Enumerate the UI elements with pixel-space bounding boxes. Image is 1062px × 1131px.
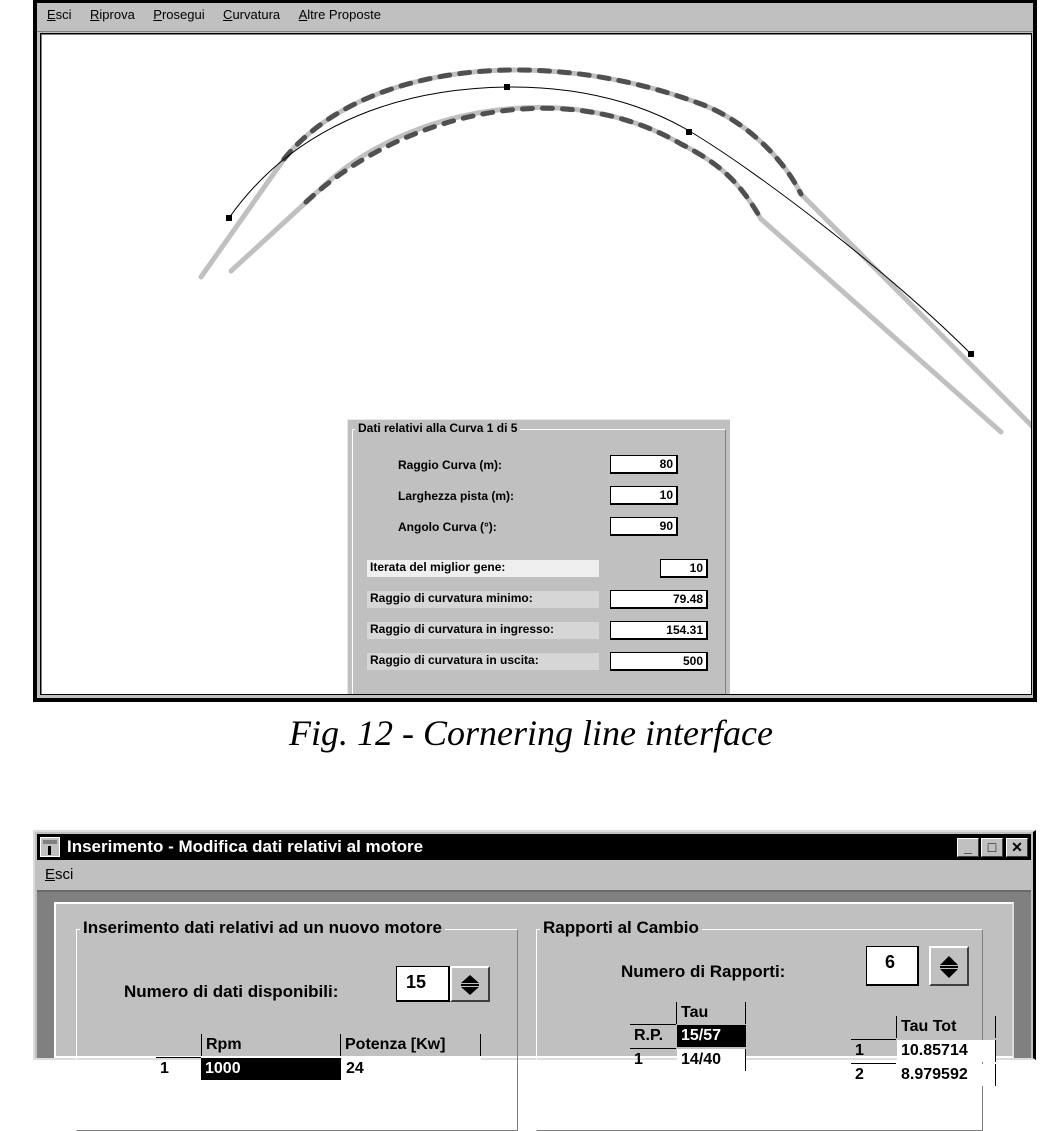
label-angolo-curva: Angolo Curva (°):: [398, 520, 497, 534]
engine-group-title: Inserimento dati relativi ad un nuovo motore: [80, 918, 445, 938]
power-cell[interactable]: 24: [342, 1058, 481, 1080]
tau-cell[interactable]: 15/57: [677, 1025, 746, 1047]
menu-accel: R: [90, 7, 100, 22]
window-title: Inserimento - Modifica dati relativi al motore: [67, 837, 424, 856]
engine-data-window: [33, 830, 1036, 1083]
larghezza-pista-field[interactable]: 10: [610, 486, 678, 505]
cornering-window: [33, 0, 1037, 702]
data-count-label: Numero di dati disponibili:: [124, 982, 339, 1001]
tau-row-label: 1: [634, 1051, 643, 1068]
menu-esci[interactable]: [41, 862, 77, 888]
minimize-button[interactable]: _: [957, 838, 979, 857]
row-index: 1: [160, 1060, 169, 1077]
up-down-arrows-icon: [452, 968, 488, 1000]
col-header-tau-tot: Tau Tot: [896, 1016, 996, 1038]
menu-accel: P: [153, 7, 162, 22]
line-marker: [226, 215, 232, 221]
col-header-rpm: Rpm: [201, 1034, 341, 1056]
menu-curvatura[interactable]: [219, 3, 284, 27]
menu-altre-proposte[interactable]: [295, 3, 385, 27]
client-area: [37, 890, 1031, 1083]
menu-bar: [37, 862, 1031, 888]
angolo-curva-field[interactable]: 90: [610, 517, 678, 536]
raggio-curva-field[interactable]: 80: [610, 455, 678, 474]
tau-tot-cell: 8.979592: [897, 1064, 996, 1086]
menu-label: ltre Proposte: [307, 7, 381, 22]
data-count-field[interactable]: 15: [396, 966, 450, 1002]
iterata-field: 10: [660, 559, 708, 578]
raggio-minimo-field: 79.48: [610, 590, 708, 609]
racing-line: [229, 87, 971, 354]
menu-label: iprova: [99, 7, 135, 22]
tau-cell[interactable]: 14/40: [677, 1049, 746, 1071]
data-count-spinner[interactable]: [450, 966, 490, 1002]
menu-prosegui[interactable]: [149, 3, 208, 27]
raggio-uscita-field: 500: [610, 652, 708, 671]
menu-label: sci: [55, 7, 72, 22]
menu-label: sci: [55, 866, 74, 883]
col-header-power: Potenza [Kw]: [341, 1034, 481, 1056]
menu-accel: E: [45, 866, 56, 883]
track-outer-edge: [201, 70, 1032, 429]
figure-caption: Fig. 12 - Cornering line interface: [289, 713, 773, 753]
label-raggio-minimo: Raggio di curvatura minimo:: [367, 591, 599, 608]
gear-count-spinner[interactable]: [929, 946, 969, 986]
gear-count-label: Numero di Rapporti:: [621, 962, 786, 981]
col-header-tau: Tau: [676, 1002, 746, 1024]
gear-count-field[interactable]: 6: [866, 946, 919, 986]
menu-accel: A: [298, 7, 308, 22]
menu-bar: [37, 3, 1033, 32]
menu-riprova[interactable]: [86, 3, 139, 27]
label-raggio-curva: Raggio Curva (m):: [398, 458, 503, 472]
title-bar[interactable]: [37, 834, 1031, 860]
menu-accel: C: [223, 7, 233, 22]
label-raggio-ingresso: Raggio di curvatura in ingresso:: [367, 622, 599, 639]
tau-tot-cell: 10.85714: [897, 1040, 996, 1062]
rpm-cell[interactable]: 1000: [201, 1058, 341, 1080]
label-raggio-uscita: Raggio di curvatura in uscita:: [367, 653, 599, 670]
raggio-ingresso-field: 154.31: [610, 621, 708, 640]
panel-title: Dati relativi alla Curva 1 di 5: [355, 421, 520, 435]
gear-group-title: Rapporti al Cambio: [540, 918, 702, 938]
track-canvas: [40, 33, 1032, 695]
line-marker: [968, 351, 974, 357]
kerb-outer: [284, 70, 801, 194]
kerb-inner: [306, 108, 761, 219]
tau-tot-row-label: 1: [855, 1042, 864, 1059]
label-iterata: Iterata del miglior gene:: [367, 560, 599, 577]
line-marker: [504, 84, 510, 90]
menu-accel: E: [47, 7, 56, 22]
close-button[interactable]: ✕: [1006, 838, 1028, 857]
line-marker: [686, 129, 692, 135]
menu-label: rosegui: [161, 7, 205, 22]
label-larghezza-pista: Larghezza pista (m):: [398, 489, 515, 503]
tau-row-label: R.P.: [634, 1027, 664, 1044]
app-icon: [40, 837, 60, 857]
menu-label: urvatura: [232, 7, 281, 22]
maximize-button[interactable]: □: [981, 838, 1003, 857]
up-down-arrows-icon: [931, 948, 967, 984]
menu-esci[interactable]: [43, 3, 76, 27]
form-panel: [54, 902, 1014, 1083]
curve-data-panel: [347, 419, 730, 695]
track-inner-edge: [231, 107, 1001, 432]
tau-tot-row-label: 2: [855, 1066, 864, 1083]
engine-group-border: [76, 929, 518, 1131]
